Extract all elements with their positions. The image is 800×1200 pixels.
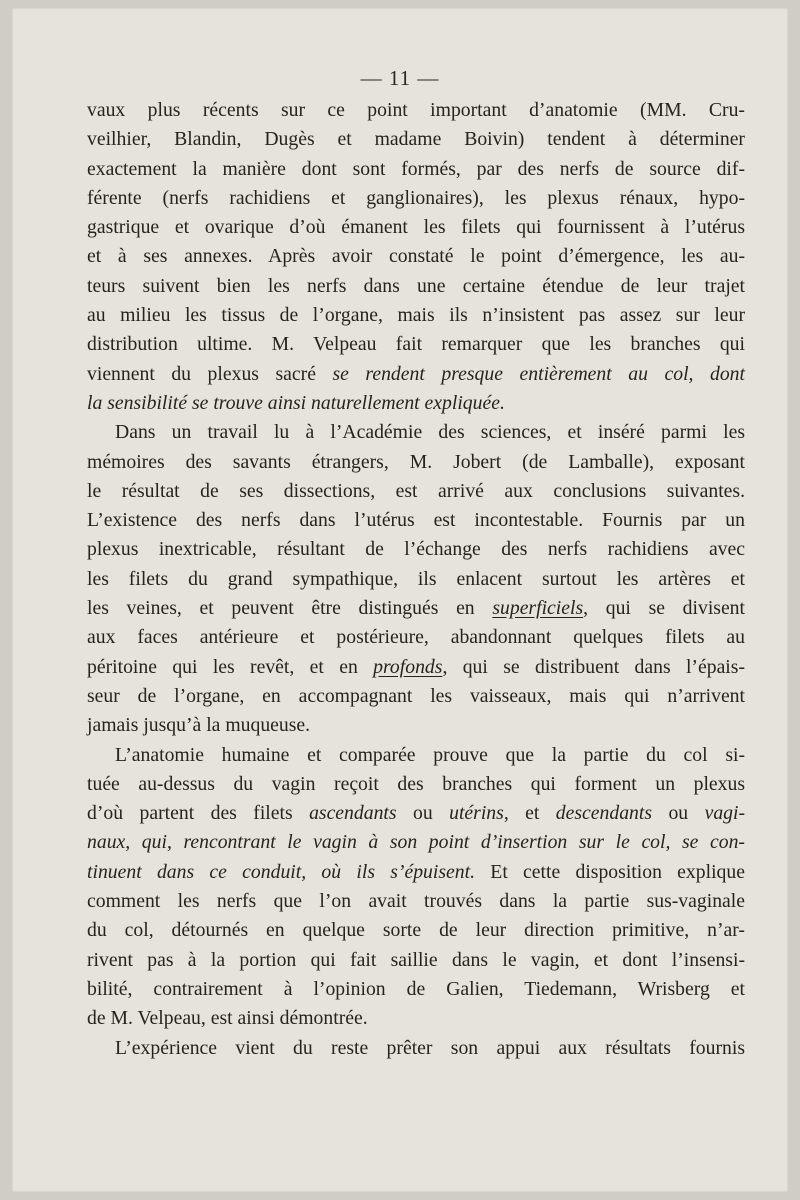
text-line: les veines, et peuvent être distingués en superficiels, qui se divisent	[87, 597, 745, 620]
text-line: aux faces antérieure et postérieure, abandonnant quelques filets au	[87, 626, 745, 649]
text-line: la sensibilité se trouve ainsi naturellement expliquée.	[87, 391, 505, 414]
text-line: viennent du plexus sacré se rendent presque entièrement au col, dont	[87, 362, 745, 385]
text-line: jamais jusqu’à la muqueuse.	[87, 714, 311, 737]
text-line: bilité, contrairement à l’opinion de Galien, Tiedemann, Wrisberg et	[87, 977, 745, 1000]
page-number: — 11 —	[360, 66, 440, 90]
text-line: L’existence des nerfs dans l’utérus est incontestable. Fournis par un	[87, 509, 745, 532]
text-line: seur de l’organe, en accompagnant les vaisseaux, mais qui n’arrivent	[87, 684, 745, 707]
text-line: de M. Velpeau, est ainsi démontrée.	[87, 1007, 368, 1030]
text-line: les filets du grand sympathique, ils enlacent surtout les artères et	[87, 567, 745, 590]
text-line: et à ses annexes. Après avoir constaté le point d’émergence, les au-	[87, 245, 745, 268]
text-line: mémoires des savants étrangers, M. Jobert (de Lamballe), exposant	[87, 450, 745, 473]
paragraph-start-line: L’expérience vient du reste prêter son appui aux résultats fournis	[115, 1036, 745, 1059]
italic-phrase: se rendent presque entièrement au col, dont	[332, 362, 745, 385]
text-line: teurs suivent bien les nerfs dans une certaine étendue de leur trajet	[87, 274, 745, 297]
underlined-term: superficiels	[492, 597, 584, 620]
text-line: exactement la manière dont sont formés, par des nerfs de source dif-	[87, 157, 745, 180]
book-page	[12, 8, 788, 1192]
text-line: plexus inextricable, résultant de l’échange des nerfs rachidiens avec	[87, 538, 745, 561]
text-line: tuée au-dessus du vagin reçoit des branches qui forment un plexus	[87, 772, 745, 795]
text-line: le résultat de ses dissections, est arrivé aux conclusions suivantes.	[87, 479, 745, 502]
text-line: veilhier, Blandin, Dugès et madame Boivin) tendent à déterminer	[87, 128, 745, 151]
text-line: comment les nerfs que l’on avait trouvés dans la partie sus-vaginale	[87, 890, 745, 913]
paragraph-start-line: L’anatomie humaine et comparée prouve que la partie du col si-	[115, 743, 745, 766]
text-line: péritoine qui les revêt, et en profonds, qui se distribuent dans l’épais-	[87, 655, 745, 678]
text-line: naux, qui, rencontrant le vagin à son point d’insertion sur le col, se con-	[87, 831, 745, 854]
underlined-term: profonds	[373, 655, 443, 678]
text-line: gastrique et ovarique d’où émanent les filets qui fournissent à l’utérus	[87, 216, 745, 239]
text-line: distribution ultime. M. Velpeau fait remarquer que les branches qui	[87, 333, 745, 356]
text-line: rivent pas à la portion qui fait saillie dans le vagin, et dont l’insensi-	[87, 948, 745, 971]
text-line: d’où partent des filets ascendants ou utérins, et descendants ou vagi-	[87, 802, 746, 825]
text-line: férente (nerfs rachidiens et ganglionaires), les plexus rénaux, hypo-	[87, 186, 745, 209]
text-line: du col, détournés en quelque sorte de leur direction primitive, n’ar-	[87, 919, 745, 942]
text-line: vaux plus récents sur ce point important d’anatomie (MM. Cru-	[87, 99, 745, 121]
text-line: au milieu les tissus de l’organe, mais ils n’insistent pas assez sur leur	[87, 304, 745, 327]
body-text	[87, 96, 745, 1063]
text-line: tinuent dans ce conduit, où ils s’épuisent. Et cette disposition explique	[87, 860, 745, 883]
paragraph-start-line: Dans un travail lu à l’Académie des sciences, et inséré parmi les	[115, 421, 745, 444]
